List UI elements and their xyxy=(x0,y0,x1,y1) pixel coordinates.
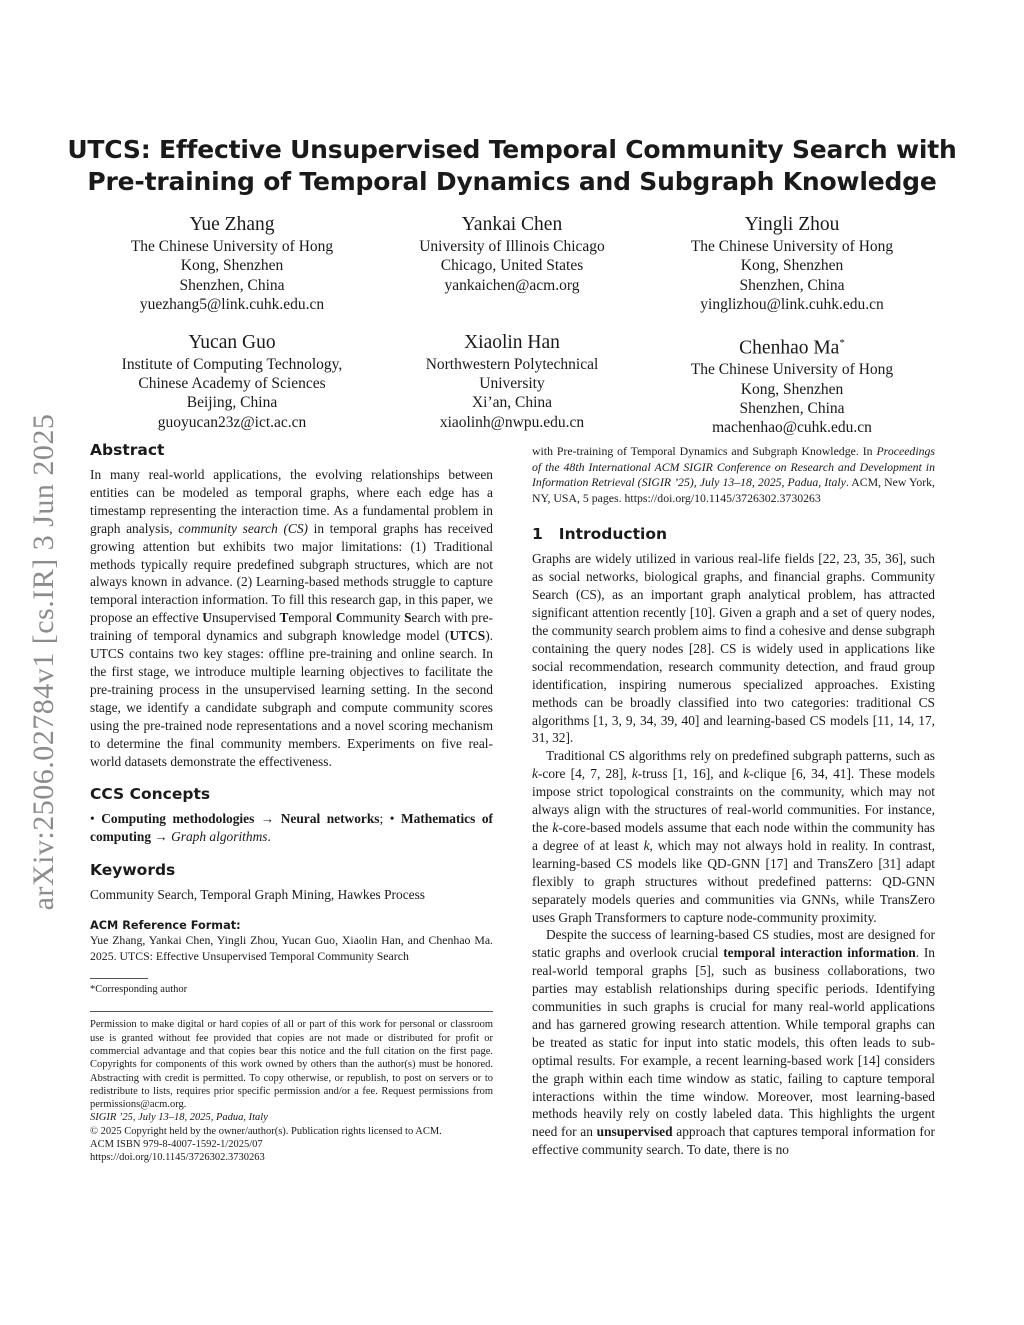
author-affiliation: The Chinese University of Hong xyxy=(130,238,334,255)
author-affiliation: Kong, Shenzhen xyxy=(180,257,284,275)
intro-heading xyxy=(532,524,935,544)
intro-text: . In real-world temporal graphs [5], such as business collaborations, two parties may establish relationships during specific periods. Identifying communities in such graphs is crucial for many real-world applications and has garnered growing research attention. While temporal graphs can be treated as static for input into static models, this often leads to sub-optimal results. For example, a recent learning-based work [14] considers the graph within each time window as static, failing to capture temporal interactions within the time window. Moreover, most learning-based methods heavily rely on costly labeled data. This highlights the urgent need for an xyxy=(532,945,935,1140)
author-email: machenhao@cuhk.edu.cn xyxy=(712,419,872,437)
footnote-rule xyxy=(90,978,148,979)
intro-text: -core-based models assume that each node within the community has a degree of at least xyxy=(532,819,935,853)
author-name: Chenhao Ma xyxy=(739,337,840,359)
abstract-text: in temporal graphs has received growing attention but exhibits two major limitations: (1) Traditional methods typically require predefined subgraph structures, which are not always known in advance. (2) Learning-based methods struggle to capture temporal interaction information. To fill this research gap, in this paper, we propose an effective xyxy=(90,520,494,626)
reference-text: . ACM, New York, NY, USA, 5 pages. https://doi.org/10.1145/3726302.3730263 xyxy=(532,475,935,505)
ccs-term: Mathematics of computing xyxy=(90,811,494,845)
acm-reference-heading: ACM Reference Format: xyxy=(90,919,241,933)
author-affiliation: Kong, Shenzhen xyxy=(740,380,844,398)
ccs-arrow: → xyxy=(254,811,281,827)
acronym-letter: S xyxy=(404,610,412,626)
author-affiliation: Northwestern Polytechnical xyxy=(425,355,599,373)
author-card xyxy=(652,213,932,315)
abstract-heading: Abstract xyxy=(90,441,165,459)
abstract-text: nsupervised xyxy=(211,610,280,626)
author-affiliation: The Chinese University of Hong xyxy=(690,361,894,379)
reference-text: with Pre-training of Temporal Dynamics and Subgraph Knowledge. In xyxy=(532,444,877,458)
author-card xyxy=(92,331,372,438)
acronym-letter: T xyxy=(279,610,289,626)
author-card xyxy=(652,331,932,438)
author-affiliation: Institute of Computing Technology, xyxy=(121,355,343,373)
abstract-text: emporal xyxy=(288,610,336,626)
author-name: Yingli Zhou xyxy=(744,214,840,235)
author-location: Shenzhen, China xyxy=(739,276,845,294)
author-email: yankaichen@acm.org xyxy=(444,276,580,294)
abstract-body xyxy=(90,466,493,770)
ccs-term: Neural networks xyxy=(280,811,380,827)
author-affiliation: Kong, Shenzhen xyxy=(740,257,844,275)
abstract-text: ). UTCS contains two key stages: offline pre-training and online search. In the first stage, we introduce multiple learning objectives to facilitate the pre-training process in the unsupervised learning setting. In the second stage, we identify a candidate subgraph and compute community scores using the pre-trained node representations and a novel scoring mechanism to determine the final community members. Experiments on five real-world datasets demonstrate the effectiveness. xyxy=(90,628,493,769)
ccs-end: . xyxy=(267,829,271,845)
left-column xyxy=(90,440,493,1165)
corresponding-mark: * xyxy=(839,336,845,349)
author-email: xiaolinh@nwpu.edu.cn xyxy=(439,413,585,431)
ccs-body xyxy=(90,810,493,846)
intro-paragraph xyxy=(532,747,935,926)
ccs-arrow: → xyxy=(151,829,172,845)
math-var: k xyxy=(532,766,538,782)
author-email: guoyucan23z@ict.ac.cn xyxy=(157,413,307,431)
author-block xyxy=(92,213,932,438)
acm-reference-continued xyxy=(532,444,935,506)
paper-title xyxy=(60,134,964,198)
intro-text: -truss [1, 16], and xyxy=(637,766,744,782)
author-card xyxy=(92,213,372,315)
author-location: Xi’an, China xyxy=(471,394,553,412)
model-acronym: UTCS xyxy=(449,628,486,644)
math-var: k xyxy=(743,766,750,782)
ccs-heading: CCS Concepts xyxy=(90,785,211,804)
corresponding-footnote: *Corresponding author xyxy=(90,984,188,996)
title-line-1: UTCS: Effective Unsupervised Temporal Community Search with xyxy=(67,135,957,164)
proceedings-title: Proceedings of the 48th International ACM SIGIR Conference on Research and Development in Information Retrieval (SIGIR ’25), July 13–18, 2025, Padua, Italy xyxy=(532,444,935,490)
right-column xyxy=(532,440,935,1159)
author-affiliation: Chinese Academy of Sciences xyxy=(138,375,326,393)
intro-text: Traditional CS algorithms rely on predefined subgraph patterns, such as xyxy=(546,748,935,764)
math-var: k xyxy=(552,819,559,835)
abstract-text: earch with pre-training of temporal dynamics and subgraph knowledge model ( xyxy=(90,610,493,644)
ccs-bullet: • xyxy=(90,811,102,827)
ccs-term: Computing methodologies xyxy=(101,811,255,827)
isbn-line: ACM ISBN 979-8-4007-1592-1/2025/07 xyxy=(90,1138,263,1150)
author-location: Shenzhen, China xyxy=(739,399,845,417)
abstract-emphasis: community search (CS) xyxy=(178,520,308,536)
author-location: Chicago, United States xyxy=(440,257,584,275)
intro-paragraph xyxy=(532,926,935,1159)
author-affiliation: The Chinese University of Hong xyxy=(690,238,894,255)
ccs-term: Graph algorithms xyxy=(171,829,268,845)
section-title: Introduction xyxy=(558,525,668,544)
author-name: Xiaolin Han xyxy=(464,331,560,353)
author-affiliation: University xyxy=(479,375,545,393)
author-location: Shenzhen, China xyxy=(179,276,285,294)
acronym-letter: U xyxy=(202,610,212,626)
intro-text: approach that captures temporal information for effective community search. To date, there is no xyxy=(532,1124,935,1158)
intro-emphasis: temporal interaction information xyxy=(723,945,916,961)
acm-reference-body: Yue Zhang, Yankai Chen, Yingli Zhou, Yucan Guo, Xiaolin Han, and Chenhao Ma. 2025. UTCS: Effective Unsupervised Temporal Community Search xyxy=(90,933,493,963)
copyright-block xyxy=(90,1011,493,1164)
math-var: k xyxy=(631,766,638,782)
section-number: 1 xyxy=(532,525,543,544)
author-card xyxy=(372,213,652,315)
abstract-text: ommunity xyxy=(345,610,405,626)
intro-text: -clique [6, 34, 41]. These models impose strict topological constraints on the community, which may not always align with the structures of real-world communities. For instance, the xyxy=(532,766,936,835)
arxiv-stamp: arXiv:2506.02784v1 [cs.IR] 3 Jun 2025 xyxy=(27,413,60,911)
author-email: yuezhang5@link.cuhk.edu.cn xyxy=(139,296,325,314)
intro-text: , which may not always hold in reality. In contrast, learning-based CS models like QD-GNN [17] and TransZero [31] adapt flexibly to graph structures without predefined patterns: QD-GNN separately models queries and communities via GNNs, while TransZero uses Graph Transformers to capture node-community proximity. xyxy=(532,837,936,925)
ccs-separator: ; • xyxy=(379,811,401,827)
acronym-letter: C xyxy=(335,610,346,626)
author-email: yinglizhou@link.cuhk.edu.cn xyxy=(700,296,884,314)
author-name: Yue Zhang xyxy=(189,214,275,235)
author-name-row xyxy=(652,331,932,361)
abstract-text: In many real-world applications, the evolving relationships between entities can be modeled as temporal graphs, where each edge has a timestamp representing the interaction time. As a fundamental problem in graph analysis, xyxy=(90,467,493,536)
keywords-text: Community Search, Temporal Graph Mining, Hawkes Process xyxy=(90,887,426,903)
intro-paragraph: Graphs are widely utilized in various real-life fields [22, 23, 35, 36], such as social networks, biological graphs, and financial graphs. Community Search (CS), as an important graph analytical problem, has attracted significant attention recently [10]. Given a graph and a set of query nodes, the community search problem aims to find a cohesive and dense subgraph containing the query nodes [28]. CS is widely used in applications like social recommendation, research community detection, and fraud group identification, inspiring numerous specialized approaches. Existing methods can be broadly classified into two categories: traditional CS algorithms [1, 3, 9, 34, 39, 40] and learning-based CS models [11, 14, 17, 31, 32]. xyxy=(532,551,935,746)
keywords-heading: Keywords xyxy=(90,861,176,880)
author-affiliation: University of Illinois Chicago xyxy=(419,238,605,255)
permission-notice: Permission to make digital or hard copies of all or part of this work for personal or classroom use is granted without fee provided that copies are not made or distributed for profit or commercial advantage and that copies bear this notice and the full citation on the first page. Copyrights for components of this work owned by others than the author(s) must be honored. Abstracting with credit is permitted. To copy otherwise, or republish, to post on servers or to redistribute to lists, requires prior specific permission and/or a fee. Request permissions from permissions@acm.org. xyxy=(90,1019,493,1111)
rights-line: © 2025 Copyright held by the owner/author(s). Publication rights licensed to ACM. xyxy=(90,1125,442,1137)
author-name: Yucan Guo xyxy=(188,331,276,353)
author-location: Beijing, China xyxy=(186,394,278,412)
author-card xyxy=(372,331,652,438)
intro-text: Despite the success of learning-based CS studies, most are designed for static graphs and overlook crucial xyxy=(532,927,935,961)
venue-line: SIGIR ’25, July 13–18, 2025, Padua, Italy xyxy=(90,1112,268,1124)
intro-emphasis: unsupervised xyxy=(596,1124,673,1140)
title-line-2: Pre-training of Temporal Dynamics and Subgraph Knowledge xyxy=(87,167,937,196)
math-var: k xyxy=(643,837,650,853)
doi-link[interactable]: https://doi.org/10.1145/3726302.3730263 xyxy=(90,1152,265,1164)
intro-text: -core [4, 7, 28], xyxy=(537,766,632,782)
author-name: Yankai Chen xyxy=(461,214,563,235)
